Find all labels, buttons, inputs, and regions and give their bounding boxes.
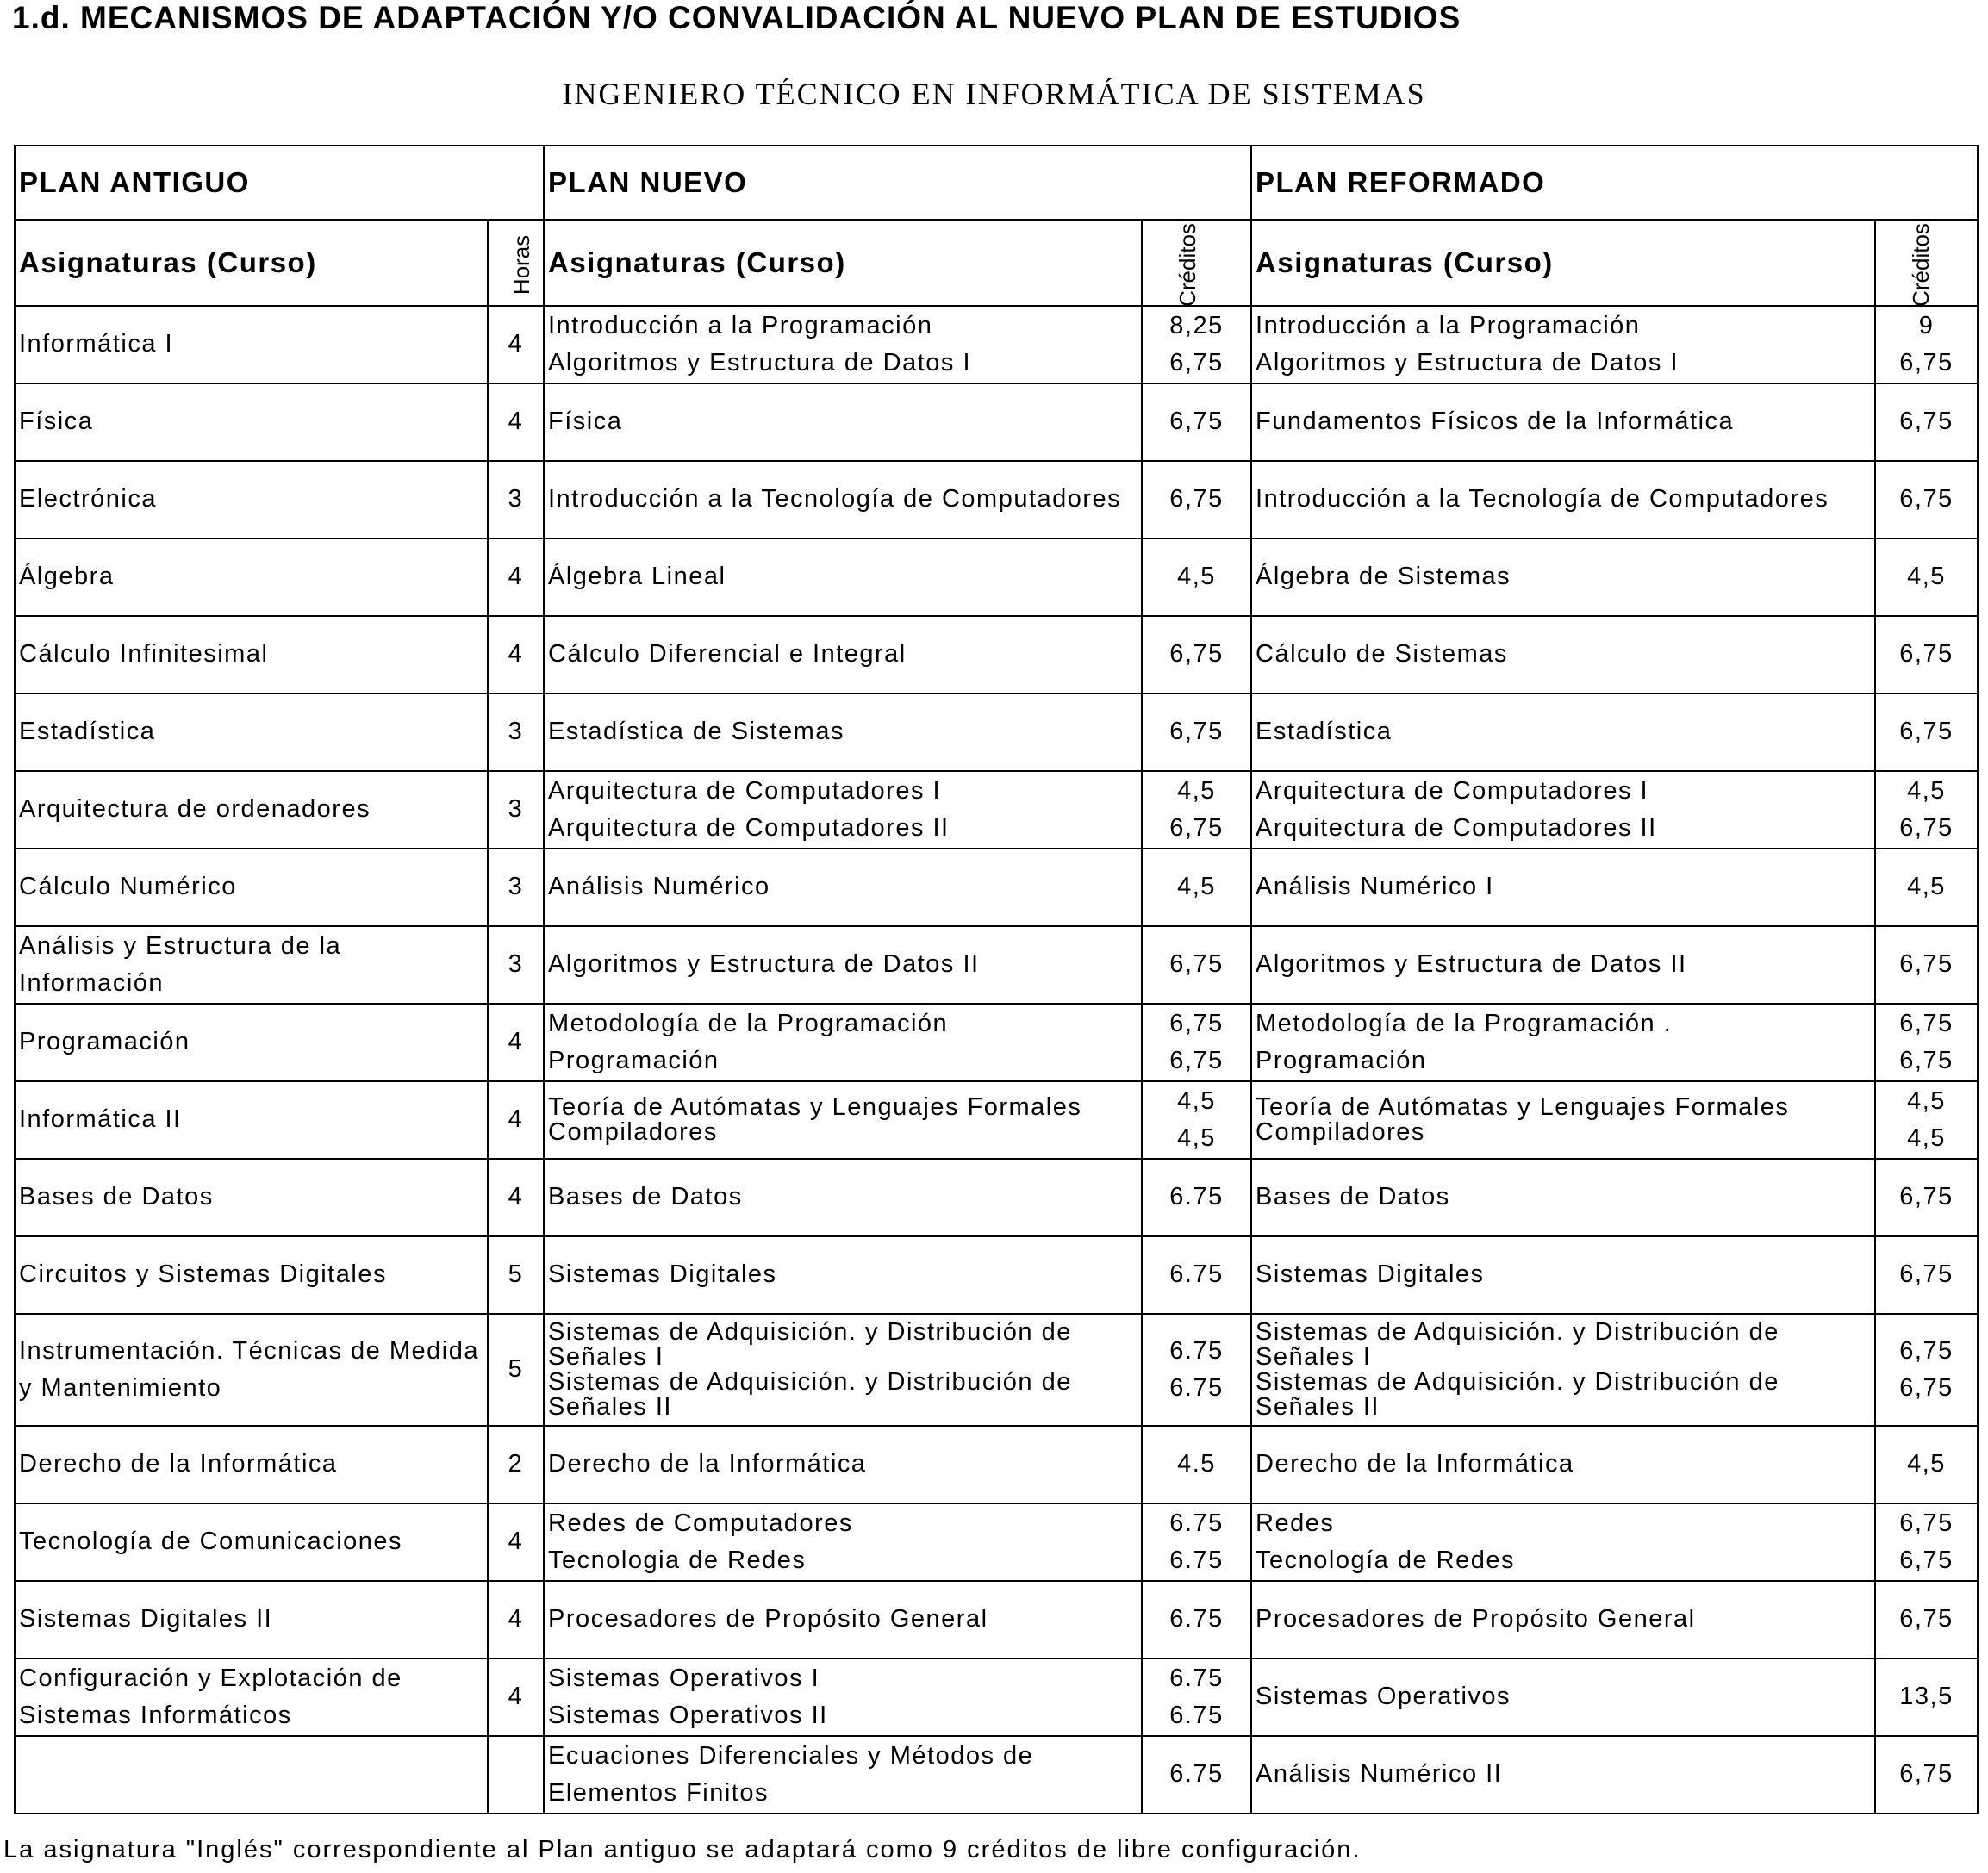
table-row <box>15 1736 1978 1814</box>
reformed-credits-cell-value: 4,5 <box>1907 873 1946 901</box>
table-row <box>15 461 1978 538</box>
reformed-credits-header <box>1875 220 1978 306</box>
new-subject-cell <box>544 1658 1142 1736</box>
reformed-subject-cell-line: Algoritmos y Estructura de Datos II <box>1256 950 1687 979</box>
reformed-credits-cell-value: 4,5 <box>1907 1086 1946 1115</box>
new-credits-header-label: Créditos <box>1174 223 1200 308</box>
new-credits-cell <box>1142 849 1251 926</box>
new-subjects-header: Asignaturas (Curso) <box>544 220 1142 306</box>
new-credits-cell-value: 6.75 <box>1169 1702 1224 1729</box>
new-credits-cell-value: 6,75 <box>1169 814 1224 842</box>
table-row <box>15 1236 1978 1314</box>
reformed-subject-cell-line: Introducción a la Tecnología de Computadores <box>1256 485 1829 513</box>
old-subject-cell: Análisis y Estructura de la Información <box>15 926 488 1004</box>
adaptation-table <box>14 145 1979 1814</box>
hours-cell: 4 <box>488 383 544 461</box>
reformed-subject-cell-line: Derecho de la Informática <box>1256 1450 1574 1478</box>
reformed-credits-cell-value: 6,75 <box>1899 950 1954 979</box>
table-row <box>15 1081 1978 1159</box>
old-subject-cell: Bases de Datos <box>15 1159 488 1236</box>
table-row <box>15 1314 1978 1426</box>
reformed-subject-cell-line: Análisis Numérico I <box>1256 873 1494 901</box>
new-subject-cell <box>544 1314 1142 1426</box>
new-subject-cell <box>544 538 1142 616</box>
new-credits-cell-value: 6,75 <box>1169 349 1224 376</box>
new-subject-cell <box>544 694 1142 771</box>
new-subject-cell <box>544 1081 1142 1159</box>
reformed-credits-cell <box>1875 461 1978 538</box>
reformed-subject-cell <box>1251 694 1875 771</box>
new-subject-cell-line: Sistemas de Adquisición. y Distribución de Señales I <box>548 1318 1072 1371</box>
reformed-subject-cell <box>1251 383 1875 461</box>
new-credits-cell-value: 6.75 <box>1169 1760 1224 1789</box>
hours-cell: 3 <box>488 926 544 1004</box>
reformed-credits-cell <box>1875 1314 1978 1426</box>
reformed-credits-cell-value: 4,5 <box>1907 1124 1946 1152</box>
reformed-subject-cell-line: Tecnología de Redes <box>1256 1546 1515 1574</box>
reformed-subject-cell <box>1251 1426 1875 1503</box>
new-subject-cell-line: Cálculo Diferencial e Integral <box>548 640 907 669</box>
new-subject-cell-line: Bases de Datos <box>548 1183 743 1211</box>
hours-cell: 4 <box>488 1004 544 1081</box>
new-subject-cell <box>544 771 1142 849</box>
new-subject-cell <box>544 306 1142 383</box>
reformed-credits-cell-value: 6,75 <box>1899 1183 1954 1211</box>
reformed-credits-cell-value: 6,75 <box>1899 485 1954 513</box>
reformed-subject-cell-line: Sistemas de Adquisición. y Distribución de Señales II <box>1256 1368 1779 1421</box>
new-subject-cell-line: Compiladores <box>548 1118 718 1146</box>
table-row <box>15 1004 1978 1081</box>
new-credits-cell-value: 8,25 <box>1169 311 1224 339</box>
reformed-credits-cell <box>1875 1236 1978 1314</box>
reformed-credits-cell-value: 6,75 <box>1899 1760 1954 1789</box>
old-subject-cell <box>15 1736 488 1814</box>
hours-cell: 4 <box>488 616 544 694</box>
reformed-subject-cell-line: Compiladores <box>1256 1118 1425 1146</box>
reformed-credits-cell-value: 6,75 <box>1899 1336 1954 1365</box>
reformed-subject-cell-line: Programación <box>1256 1047 1427 1074</box>
new-credits-cell-value: 6,75 <box>1169 1047 1224 1074</box>
reformed-subject-cell-line: Álgebra de Sistemas <box>1256 563 1511 591</box>
new-credits-cell <box>1142 1314 1251 1426</box>
footer-note: La asignatura "Inglés" correspondiente al Plan antiguo se adaptará como 9 créditos de libre configuración. <box>3 1836 1362 1864</box>
reformed-subject-cell-line: Bases de Datos <box>1256 1183 1450 1211</box>
table-row <box>15 1426 1978 1503</box>
new-credits-cell-value: 6.75 <box>1169 1605 1224 1633</box>
new-subject-cell <box>544 461 1142 538</box>
column-header-row <box>15 220 1978 306</box>
reformed-subject-cell-line: Análisis Numérico II <box>1256 1760 1503 1789</box>
reformed-credits-cell <box>1875 383 1978 461</box>
degree-subtitle: INGENIERO TÉCNICO EN INFORMÁTICA DE SISTEMAS <box>562 77 1426 111</box>
new-credits-cell-value: 6,75 <box>1169 950 1224 979</box>
new-credits-cell-value: 6.75 <box>1169 1336 1224 1365</box>
table-row <box>15 383 1978 461</box>
reformed-credits-cell-value: 6,75 <box>1899 814 1954 842</box>
reformed-credits-cell <box>1875 1503 1978 1581</box>
reformed-credits-cell <box>1875 1081 1978 1159</box>
hours-cell: 4 <box>488 306 544 383</box>
reformed-credits-cell-value: 6,75 <box>1899 1374 1954 1402</box>
reformed-subject-cell <box>1251 306 1875 383</box>
new-credits-cell-value: 6.75 <box>1169 1509 1224 1537</box>
new-subject-cell-line: Ecuaciones Diferenciales y Métodos de Elementos Finitos <box>548 1741 1034 1807</box>
reformed-subject-cell <box>1251 849 1875 926</box>
reformed-subject-cell <box>1251 1081 1875 1159</box>
reformed-credits-cell-value: 6,75 <box>1899 1546 1954 1574</box>
reformed-credits-cell-value: 6,75 <box>1899 1009 1954 1037</box>
old-subject-cell: Informática I <box>15 306 488 383</box>
reformed-subject-cell <box>1251 461 1875 538</box>
hours-cell: 4 <box>488 1159 544 1236</box>
new-credits-cell-value: 4,5 <box>1177 1086 1216 1115</box>
new-credits-cell <box>1142 461 1251 538</box>
hours-cell: 3 <box>488 694 544 771</box>
plan-group-header-row <box>15 146 1978 220</box>
reformed-subject-cell-line: Sistemas Operativos <box>1256 1683 1511 1711</box>
reformed-credits-cell-value: 4,5 <box>1907 1450 1946 1478</box>
new-credits-cell <box>1142 771 1251 849</box>
new-credits-cell <box>1142 1658 1251 1736</box>
table-row <box>15 1658 1978 1736</box>
table-row <box>15 306 1978 383</box>
hours-cell: 3 <box>488 461 544 538</box>
reformed-credits-cell-value: 9 <box>1918 311 1935 339</box>
new-credits-cell <box>1142 926 1251 1004</box>
new-subject-cell-line: Algoritmos y Estructura de Datos II <box>548 950 980 979</box>
reformed-credits-cell <box>1875 306 1978 383</box>
new-credits-cell <box>1142 1426 1251 1503</box>
table-row <box>15 771 1978 849</box>
new-credits-cell <box>1142 538 1251 616</box>
new-credits-cell-value: 6,75 <box>1169 1009 1224 1037</box>
hours-cell: 3 <box>488 849 544 926</box>
hours-cell: 4 <box>488 1581 544 1658</box>
new-subject-cell-line: Introducción a la Tecnología de Computadores <box>548 485 1122 513</box>
new-subject-cell-line: Arquitectura de Computadores II <box>548 814 950 842</box>
old-subject-cell: Electrónica <box>15 461 488 538</box>
old-subject-cell: Derecho de la Informática <box>15 1426 488 1503</box>
new-subject-cell-line: Programación <box>548 1047 720 1074</box>
new-subject-cell <box>544 1004 1142 1081</box>
old-subject-cell: Circuitos y Sistemas Digitales <box>15 1236 488 1314</box>
old-subjects-header: Asignaturas (Curso) <box>15 220 488 306</box>
hours-header-label: Horas <box>508 235 535 296</box>
hours-cell: 4 <box>488 1658 544 1736</box>
old-subject-cell: Configuración y Explotación de Sistemas Informáticos <box>15 1658 488 1736</box>
new-subject-cell <box>544 616 1142 694</box>
hours-cell: 3 <box>488 771 544 849</box>
reformed-subject-cell <box>1251 1503 1875 1581</box>
hours-cell: 4 <box>488 538 544 616</box>
new-subject-cell-line: Sistemas Operativos II <box>548 1702 828 1729</box>
reformed-credits-cell-value: 6,75 <box>1899 1509 1954 1537</box>
reformed-subject-cell-line: Algoritmos y Estructura de Datos I <box>1256 349 1680 376</box>
new-subject-cell-line: Arquitectura de Computadores I <box>548 776 942 805</box>
new-subject-cell <box>544 1503 1142 1581</box>
reformed-subject-cell-line: Cálculo de Sistemas <box>1256 640 1508 669</box>
new-credits-cell-value: 6,75 <box>1169 485 1224 513</box>
reformed-subject-cell <box>1251 1159 1875 1236</box>
old-subject-cell: Cálculo Numérico <box>15 849 488 926</box>
reformed-subject-cell <box>1251 1736 1875 1814</box>
new-subject-cell-line: Tecnologia de Redes <box>548 1546 807 1574</box>
new-subject-cell-line: Sistemas Digitales <box>548 1260 777 1289</box>
new-credits-cell-value: 4,5 <box>1177 873 1216 901</box>
reformed-subject-cell <box>1251 1004 1875 1081</box>
new-credits-cell <box>1142 1081 1251 1159</box>
old-subject-cell: Física <box>15 383 488 461</box>
old-subject-cell: Sistemas Digitales II <box>15 1581 488 1658</box>
new-credits-cell <box>1142 383 1251 461</box>
plan-nuevo-header: PLAN NUEVO <box>544 146 1251 220</box>
reformed-credits-cell <box>1875 694 1978 771</box>
new-subject-cell <box>544 1736 1142 1814</box>
new-credits-cell-value: 4.5 <box>1177 1450 1216 1478</box>
reformed-credits-cell-value: 6,75 <box>1899 1260 1954 1289</box>
new-subject-cell-line: Introducción a la Programación <box>548 311 933 339</box>
old-subject-cell: Informática II <box>15 1081 488 1159</box>
hours-cell: 5 <box>488 1314 544 1426</box>
old-subject-cell: Instrumentación. Técnicas de Medida y Mantenimiento <box>15 1314 488 1426</box>
reformed-subject-cell-line: Sistemas de Adquisición. y Distribución de Señales I <box>1256 1318 1779 1371</box>
new-credits-cell-value: 4,5 <box>1177 563 1216 591</box>
table-row <box>15 694 1978 771</box>
new-subject-cell-line: Redes de Computadores <box>548 1509 853 1537</box>
reformed-credits-cell-value: 4,5 <box>1907 776 1946 805</box>
plan-antiguo-header: PLAN ANTIGUO <box>15 146 544 220</box>
reformed-credits-cell <box>1875 1658 1978 1736</box>
new-credits-cell <box>1142 1581 1251 1658</box>
reformed-credits-cell-value: 6,75 <box>1899 349 1954 376</box>
page-heading: 1.d. MECANISMOS DE ADAPTACIÓN Y/O CONVALIDACIÓN AL NUEVO PLAN DE ESTUDIOS <box>12 0 1461 35</box>
hours-cell <box>488 1736 544 1814</box>
new-subject-cell <box>544 1159 1142 1236</box>
reformed-subject-cell-line: Metodología de la Programación . <box>1256 1009 1673 1037</box>
reformed-credits-cell <box>1875 771 1978 849</box>
new-credits-cell-value: 4,5 <box>1177 1124 1216 1152</box>
new-subject-cell-line: Derecho de la Informática <box>548 1450 867 1478</box>
reformed-credits-cell-value: 6,75 <box>1899 408 1954 436</box>
new-subject-cell <box>544 849 1142 926</box>
new-credits-cell-value: 6,75 <box>1169 718 1224 746</box>
new-credits-cell <box>1142 1736 1251 1814</box>
new-subject-cell <box>544 1426 1142 1503</box>
hours-header <box>488 220 544 306</box>
new-credits-cell <box>1142 616 1251 694</box>
new-credits-cell <box>1142 1503 1251 1581</box>
reformed-credits-cell-value: 6,75 <box>1899 640 1954 669</box>
reformed-subject-cell <box>1251 1658 1875 1736</box>
reformed-credits-cell <box>1875 1426 1978 1503</box>
new-subject-cell-line: Procesadores de Propósito General <box>548 1605 988 1633</box>
new-subject-cell-line: Teoría de Autómatas y Lenguajes Formales <box>548 1093 1082 1121</box>
new-credits-cell <box>1142 1236 1251 1314</box>
reformed-credits-cell <box>1875 849 1978 926</box>
old-subject-cell: Arquitectura de ordenadores <box>15 771 488 849</box>
table-row <box>15 849 1978 926</box>
table-row <box>15 1503 1978 1581</box>
new-subject-cell <box>544 383 1142 461</box>
new-subject-cell-line: Análisis Numérico <box>548 873 770 901</box>
reformed-subject-cell <box>1251 1581 1875 1658</box>
reformed-credits-cell-value: 6,75 <box>1899 1605 1954 1633</box>
reformed-subject-cell-line: Estadística <box>1256 718 1393 746</box>
reformed-subject-cell-line: Arquitectura de Computadores I <box>1256 776 1649 805</box>
new-credits-cell-value: 6.75 <box>1169 1260 1224 1289</box>
reformed-subject-cell <box>1251 1314 1875 1426</box>
old-subject-cell: Programación <box>15 1004 488 1081</box>
hours-cell: 4 <box>488 1081 544 1159</box>
table-row <box>15 1581 1978 1658</box>
reformed-credits-cell <box>1875 1159 1978 1236</box>
reformed-credits-cell <box>1875 1004 1978 1081</box>
reformed-credits-cell-value: 13,5 <box>1899 1683 1954 1711</box>
reformed-subject-cell-line: Arquitectura de Computadores II <box>1256 814 1657 842</box>
reformed-credits-cell-value: 6,75 <box>1899 1047 1954 1074</box>
old-subject-cell: Estadística <box>15 694 488 771</box>
new-subject-cell-line: Metodología de la Programación <box>548 1009 949 1037</box>
reformed-subject-cell <box>1251 616 1875 694</box>
reformed-subject-cell <box>1251 1236 1875 1314</box>
reformed-subject-cell-line: Introducción a la Programación <box>1256 311 1641 339</box>
new-credits-cell-value: 6,75 <box>1169 408 1224 436</box>
reformed-subjects-header: Asignaturas (Curso) <box>1251 220 1875 306</box>
new-subject-cell-line: Estadística de Sistemas <box>548 718 844 746</box>
new-credits-cell-value: 6.75 <box>1169 1546 1224 1574</box>
new-credits-cell-value: 4,5 <box>1177 776 1216 805</box>
new-credits-cell <box>1142 306 1251 383</box>
new-credits-cell <box>1142 694 1251 771</box>
table-row <box>15 1159 1978 1236</box>
reformed-credits-cell-value: 4,5 <box>1907 563 1946 591</box>
reformed-credits-cell <box>1875 1581 1978 1658</box>
new-credits-header <box>1142 220 1251 306</box>
new-credits-cell <box>1142 1159 1251 1236</box>
reformed-subject-cell-line: Procesadores de Propósito General <box>1256 1605 1696 1633</box>
reformed-credits-cell <box>1875 616 1978 694</box>
new-subject-cell <box>544 1581 1142 1658</box>
hours-cell: 2 <box>488 1426 544 1503</box>
reformed-credits-cell <box>1875 1736 1978 1814</box>
plan-reformado-header: PLAN REFORMADO <box>1251 146 1978 220</box>
hours-cell: 4 <box>488 1503 544 1581</box>
old-subject-cell: Cálculo Infinitesimal <box>15 616 488 694</box>
reformed-subject-cell-line: Sistemas Digitales <box>1256 1260 1485 1289</box>
reformed-subject-cell <box>1251 538 1875 616</box>
reformed-credits-cell <box>1875 926 1978 1004</box>
reformed-subject-cell <box>1251 926 1875 1004</box>
old-subject-cell: Tecnología de Comunicaciones <box>15 1503 488 1581</box>
table-row <box>15 616 1978 694</box>
reformed-subject-cell-line: Redes <box>1256 1509 1335 1537</box>
reformed-subject-cell <box>1251 771 1875 849</box>
new-subject-cell <box>544 1236 1142 1314</box>
new-credits-cell-value: 6,75 <box>1169 640 1224 669</box>
new-subject-cell-line: Física <box>548 408 623 436</box>
hours-cell: 5 <box>488 1236 544 1314</box>
old-subject-cell: Álgebra <box>15 538 488 616</box>
new-credits-cell-value: 6.75 <box>1169 1374 1224 1402</box>
table-row <box>15 538 1978 616</box>
new-subject-cell <box>544 926 1142 1004</box>
new-credits-cell-value: 6.75 <box>1169 1664 1224 1692</box>
reformed-subject-cell-line: Fundamentos Físicos de la Informática <box>1256 408 1735 436</box>
new-subject-cell-line: Álgebra Lineal <box>548 563 726 591</box>
new-credits-cell-value: 6.75 <box>1169 1183 1224 1211</box>
new-subject-cell-line: Algoritmos y Estructura de Datos I <box>548 349 971 376</box>
reformed-credits-cell <box>1875 538 1978 616</box>
new-subject-cell-line: Sistemas Operativos I <box>548 1664 820 1692</box>
table-row <box>15 926 1978 1004</box>
new-subject-cell-line: Sistemas de Adquisición. y Distribución de Señales II <box>548 1368 1072 1421</box>
reformed-subject-cell-line: Teoría de Autómatas y Lenguajes Formales <box>1256 1093 1790 1121</box>
new-credits-cell <box>1142 1004 1251 1081</box>
reformed-credits-header-label: Créditos <box>1907 223 1934 308</box>
reformed-credits-cell-value: 6,75 <box>1899 718 1954 746</box>
